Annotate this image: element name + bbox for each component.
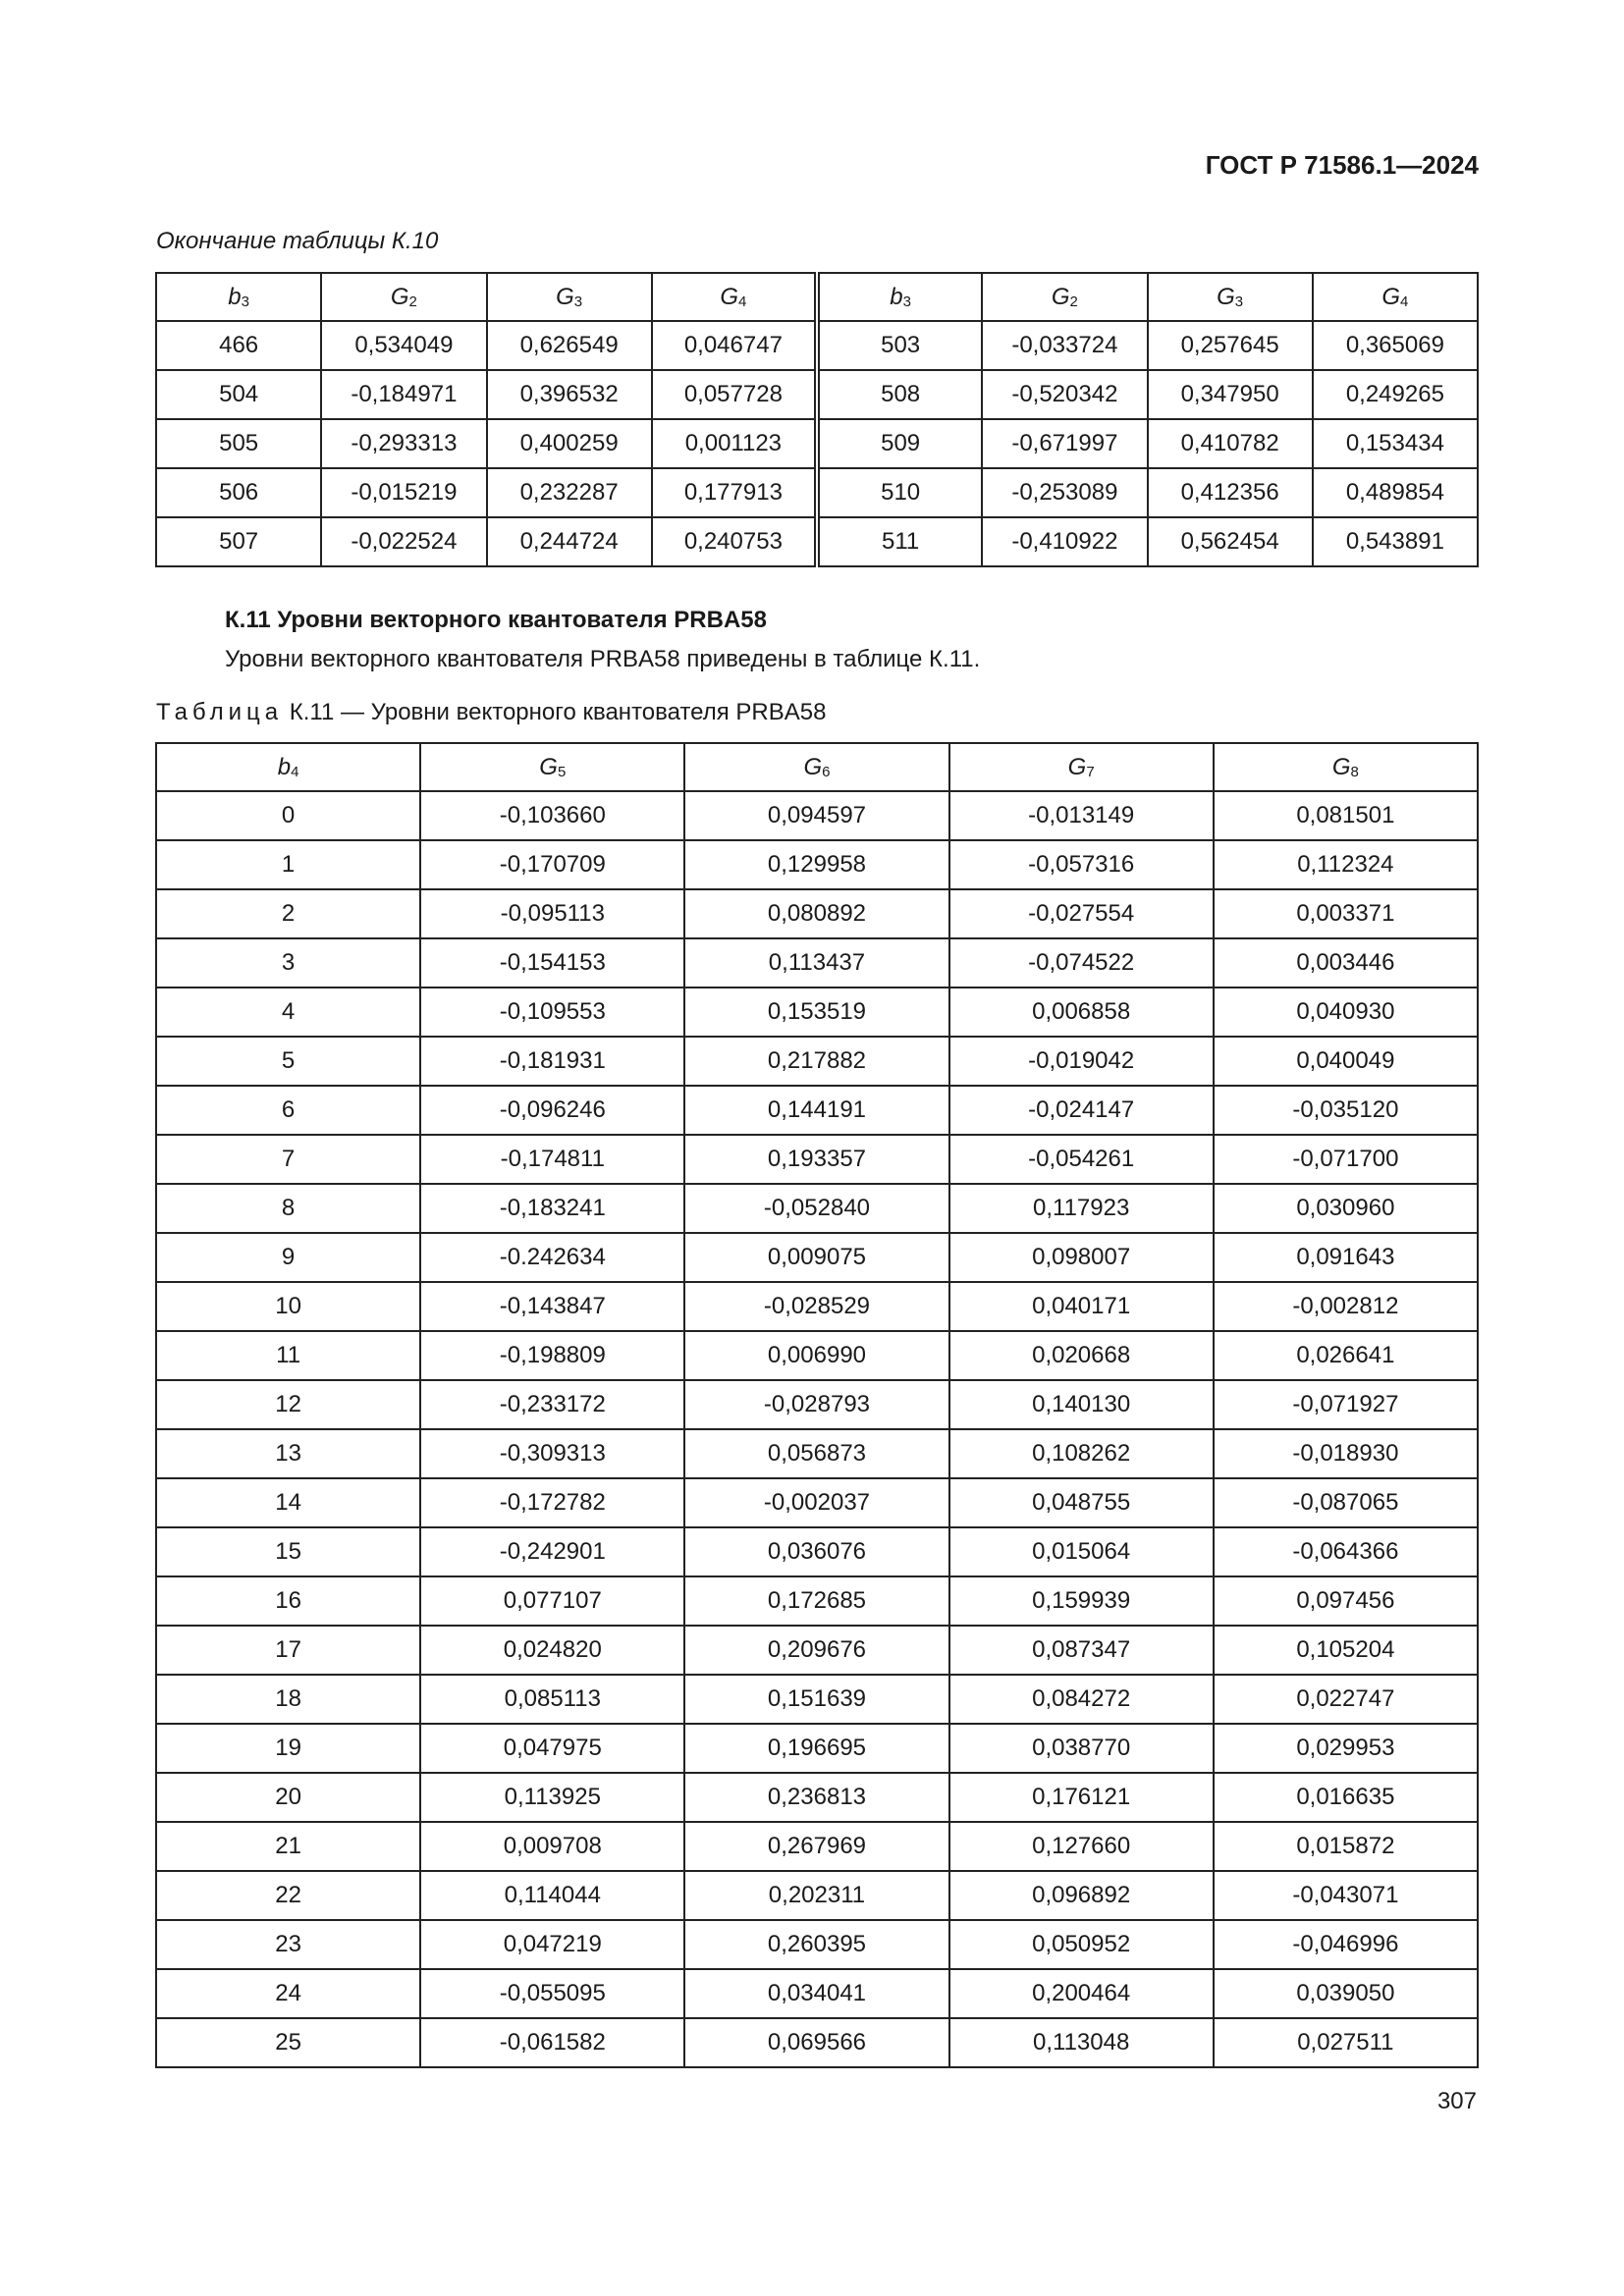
header-subscript: 3 (241, 293, 249, 310)
table-cell: 0,257645 (1148, 321, 1313, 370)
table-cell: 0,562454 (1148, 517, 1313, 566)
header-subscript: 2 (1069, 293, 1078, 310)
table-row (156, 840, 1478, 889)
table-cell: 0,410782 (1148, 419, 1313, 468)
header-symbol: G (1067, 753, 1087, 780)
table-cell: 0,015872 (1214, 1822, 1478, 1871)
table-cell: 19 (156, 1724, 420, 1773)
header-subscript: 4 (1400, 293, 1409, 310)
table-cell: 0,080892 (684, 889, 948, 938)
table-row (156, 468, 1478, 517)
table-cell: 508 (817, 370, 982, 419)
table-row (156, 1969, 1478, 2018)
table-cell: 0,196695 (684, 1724, 948, 1773)
table-cell: 24 (156, 1969, 420, 2018)
table-cell: -0,096246 (420, 1086, 684, 1135)
table-cell: 0,022747 (1214, 1675, 1478, 1724)
table-cell: 0,534049 (321, 321, 486, 370)
table-cell: -0,174811 (420, 1135, 684, 1184)
table-cell: 2 (156, 889, 420, 938)
table-cell: -0,309313 (420, 1429, 684, 1478)
table-cell: 0,034041 (684, 1969, 948, 2018)
table-cell: 0,006858 (949, 988, 1214, 1037)
table-row (156, 1135, 1478, 1184)
column-header (982, 273, 1147, 321)
table-cell: 0,036076 (684, 1527, 948, 1576)
table-cell: 0,113925 (420, 1773, 684, 1822)
table-cell: -0,052840 (684, 1184, 948, 1233)
table-row (156, 517, 1478, 566)
table-cell: 16 (156, 1576, 420, 1626)
table-row (156, 1086, 1478, 1135)
table-cell: 0,024820 (420, 1626, 684, 1675)
table-cell: 0 (156, 791, 420, 840)
header-symbol: b (890, 283, 903, 310)
table-cell: -0,520342 (982, 370, 1147, 419)
header-symbol: G (1331, 753, 1351, 780)
table-k11 (155, 742, 1479, 2068)
table-title-text: К.11 — Уровни векторного квантователя PRBA58 (289, 699, 827, 725)
header-subscript: 3 (902, 293, 911, 310)
table-cell: 0,151639 (684, 1675, 948, 1724)
header-symbol: G (556, 283, 574, 310)
table-cell: 0,027511 (1214, 2018, 1478, 2067)
table-cell: 0,396532 (487, 370, 652, 419)
header-subscript: 3 (1234, 293, 1244, 310)
table-row (156, 988, 1478, 1037)
table-cell: 0,347950 (1148, 370, 1313, 419)
table-cell: -0,071700 (1214, 1135, 1478, 1184)
table-cell: 0,030960 (1214, 1184, 1478, 1233)
table-title (156, 699, 826, 726)
table-cell: 12 (156, 1380, 420, 1429)
table-cell: 0,127660 (949, 1822, 1214, 1871)
table-cell: 0,026641 (1214, 1331, 1478, 1380)
table-k10 (155, 272, 1479, 567)
table-cell: 0,249265 (1313, 370, 1478, 419)
table-cell: 0,209676 (684, 1626, 948, 1675)
column-header (156, 743, 420, 791)
table-cell: 0,056873 (684, 1429, 948, 1478)
table-cell: -0,055095 (420, 1969, 684, 2018)
table-cell: 7 (156, 1135, 420, 1184)
table-row (156, 889, 1478, 938)
table-cell: 0,543891 (1313, 517, 1478, 566)
table-cell: -0,064366 (1214, 1527, 1478, 1576)
table-cell: -0,071927 (1214, 1380, 1478, 1429)
table-cell: -0,293313 (321, 419, 486, 468)
table-cell: -0,046996 (1214, 1920, 1478, 1969)
table-cell: -0,019042 (949, 1037, 1214, 1086)
header-subscript: 8 (1350, 763, 1359, 780)
table-cell: 0,113437 (684, 938, 948, 988)
table-cell: 505 (156, 419, 321, 468)
column-header (949, 743, 1214, 791)
table-row (156, 1576, 1478, 1626)
table-cell: 0,084272 (949, 1675, 1214, 1724)
table-cell: 0,003371 (1214, 889, 1478, 938)
column-header (156, 273, 321, 321)
table-row (156, 791, 1478, 840)
table-cell: 0,114044 (420, 1871, 684, 1920)
table-cell: 0,040049 (1214, 1037, 1478, 1086)
table-cell: 0,177913 (652, 468, 817, 517)
table-cell: -0,154153 (420, 938, 684, 988)
table-cell: 0,144191 (684, 1086, 948, 1135)
column-header (684, 743, 948, 791)
table-cell: 0,038770 (949, 1724, 1214, 1773)
table-cell: 0,193357 (684, 1135, 948, 1184)
table-row (156, 321, 1478, 370)
table-cell: -0,095113 (420, 889, 684, 938)
table-cell: 0,113048 (949, 2018, 1214, 2067)
column-header (1313, 273, 1478, 321)
table-cell: 0,047975 (420, 1724, 684, 1773)
section-text: Уровни векторного квантователя PRBA58 приведены в таблице К.11. (225, 646, 981, 672)
table-row (156, 1184, 1478, 1233)
table-cell: -0,183241 (420, 1184, 684, 1233)
table-row (156, 2018, 1478, 2067)
column-header (652, 273, 817, 321)
table-cell: -0,410922 (982, 517, 1147, 566)
table-cell: -0,198809 (420, 1331, 684, 1380)
table-cell: 510 (817, 468, 982, 517)
page-number: 307 (1436, 2088, 1477, 2114)
table-cell: 504 (156, 370, 321, 419)
table-cell: 6 (156, 1086, 420, 1135)
table-cell: 0,040171 (949, 1282, 1214, 1331)
table-cell: 0,105204 (1214, 1626, 1478, 1675)
table-row (156, 1233, 1478, 1282)
table-cell: 0,489854 (1313, 468, 1478, 517)
header-symbol: b (277, 753, 292, 780)
table-row (156, 1527, 1478, 1576)
table-continuation-caption: Окончание таблицы К.10 (156, 228, 439, 254)
table-cell: 0,140130 (949, 1380, 1214, 1429)
table-cell: 18 (156, 1675, 420, 1724)
table-cell: -0,170709 (420, 840, 684, 889)
table-row (156, 1478, 1478, 1527)
table-cell: 0,091643 (1214, 1233, 1478, 1282)
table-row (156, 1037, 1478, 1086)
table-cell: 5 (156, 1037, 420, 1086)
table-cell: 0,009708 (420, 1822, 684, 1871)
table-cell: -0,035120 (1214, 1086, 1478, 1135)
table-cell: -0,109553 (420, 988, 684, 1037)
header-subscript: 7 (1086, 763, 1095, 780)
table-cell: 23 (156, 1920, 420, 1969)
table-cell: 22 (156, 1871, 420, 1920)
table-cell: 466 (156, 321, 321, 370)
header-symbol: G (1381, 283, 1401, 310)
table-cell: 0,096892 (949, 1871, 1214, 1920)
table-label: Таблица (156, 699, 284, 725)
table-cell: 1 (156, 840, 420, 889)
header-symbol: G (1051, 283, 1070, 310)
table-cell: 0,267969 (684, 1822, 948, 1871)
header-subscript: 4 (291, 763, 299, 780)
header-symbol: G (390, 283, 409, 310)
table-cell: 11 (156, 1331, 420, 1380)
table-cell: 0,129958 (684, 840, 948, 889)
table-cell: 14 (156, 1478, 420, 1527)
table-row (156, 1331, 1478, 1380)
table-cell: 0,001123 (652, 419, 817, 468)
table-cell: -0,181931 (420, 1037, 684, 1086)
table-cell: 0,236813 (684, 1773, 948, 1822)
table-cell: 0,108262 (949, 1429, 1214, 1478)
table-cell: 0,244724 (487, 517, 652, 566)
table-cell: 0,016635 (1214, 1773, 1478, 1822)
table-cell: -0,024147 (949, 1086, 1214, 1135)
table-cell: 9 (156, 1233, 420, 1282)
table-cell: 0,232287 (487, 468, 652, 517)
column-header (420, 743, 684, 791)
table-cell: -0,087065 (1214, 1478, 1478, 1527)
table-row (156, 419, 1478, 468)
table-cell: 0,365069 (1313, 321, 1478, 370)
table-cell: -0,018930 (1214, 1429, 1478, 1478)
table-cell: 0,172685 (684, 1576, 948, 1626)
table-cell: 0,069566 (684, 2018, 948, 2067)
table-cell: 0,057728 (652, 370, 817, 419)
table-row (156, 1724, 1478, 1773)
column-header (1148, 273, 1313, 321)
table-row (156, 370, 1478, 419)
table-cell: 0,153519 (684, 988, 948, 1037)
table-cell: 0,040930 (1214, 988, 1478, 1037)
table-cell: -0,013149 (949, 791, 1214, 840)
table-cell: 0,117923 (949, 1184, 1214, 1233)
table-cell: 0,085113 (420, 1675, 684, 1724)
table-cell: 0,240753 (652, 517, 817, 566)
table-cell: -0,103660 (420, 791, 684, 840)
table-cell: 0,009075 (684, 1233, 948, 1282)
table-cell: -0,057316 (949, 840, 1214, 889)
table-cell: 0,626549 (487, 321, 652, 370)
table-row (156, 1871, 1478, 1920)
table-cell: 0,217882 (684, 1037, 948, 1086)
table-cell: -0,074522 (949, 938, 1214, 988)
table-cell: -0,002037 (684, 1478, 948, 1527)
table-cell: -0,015219 (321, 468, 486, 517)
table-cell: 0,039050 (1214, 1969, 1478, 2018)
table-cell: 0,260395 (684, 1920, 948, 1969)
table-cell: 0,412356 (1148, 468, 1313, 517)
table-cell: -0,143847 (420, 1282, 684, 1331)
table-cell: 0,400259 (487, 419, 652, 468)
table-cell: 0,081501 (1214, 791, 1478, 840)
table-cell: -0.242634 (420, 1233, 684, 1282)
table-cell: 0,097456 (1214, 1576, 1478, 1626)
table-cell: 0,202311 (684, 1871, 948, 1920)
table-row (156, 1429, 1478, 1478)
table-cell: 0,050952 (949, 1920, 1214, 1969)
table-cell: 0,176121 (949, 1773, 1214, 1822)
table-cell: -0,671997 (982, 419, 1147, 468)
table-cell: -0,033724 (982, 321, 1147, 370)
table-row (156, 1282, 1478, 1331)
table-row (156, 1920, 1478, 1969)
table-cell: -0,002812 (1214, 1282, 1478, 1331)
column-header (817, 273, 982, 321)
table-cell: 506 (156, 468, 321, 517)
header-symbol: G (1217, 283, 1235, 310)
table-cell: 8 (156, 1184, 420, 1233)
table-cell: 20 (156, 1773, 420, 1822)
table-cell: 17 (156, 1626, 420, 1675)
table-cell: -0,027554 (949, 889, 1214, 938)
table-row (156, 1626, 1478, 1675)
table-cell: -0,054261 (949, 1135, 1214, 1184)
table-row (156, 1380, 1478, 1429)
table-cell: 511 (817, 517, 982, 566)
column-header (321, 273, 486, 321)
table-cell: 509 (817, 419, 982, 468)
header-subscript: 5 (557, 763, 567, 780)
header-subscript: 4 (738, 293, 747, 310)
table-cell: 0,029953 (1214, 1724, 1478, 1773)
table-cell: -0,233172 (420, 1380, 684, 1429)
table-row (156, 938, 1478, 988)
table-cell: 0,003446 (1214, 938, 1478, 988)
header-symbol: G (720, 283, 739, 310)
header-subscript: 3 (573, 293, 583, 310)
header-symbol: G (539, 753, 558, 780)
table-cell: 507 (156, 517, 321, 566)
table-cell: -0,028529 (684, 1282, 948, 1331)
table-cell: 0,112324 (1214, 840, 1478, 889)
table-row (156, 1822, 1478, 1871)
column-header (487, 273, 652, 321)
table-cell: -0,172782 (420, 1478, 684, 1527)
table-cell: -0,022524 (321, 517, 486, 566)
table-cell: 0,087347 (949, 1626, 1214, 1675)
header-symbol: G (803, 753, 823, 780)
header-subscript: 2 (408, 293, 417, 310)
table-cell: -0,061582 (420, 2018, 684, 2067)
column-header (1214, 743, 1478, 791)
table-cell: -0,184971 (321, 370, 486, 419)
table-cell: 4 (156, 988, 420, 1037)
table-cell: 21 (156, 1822, 420, 1871)
table-cell: 0,015064 (949, 1527, 1214, 1576)
header-symbol: b (228, 283, 242, 310)
table-cell: -0,028793 (684, 1380, 948, 1429)
table-cell: 10 (156, 1282, 420, 1331)
table-cell: 3 (156, 938, 420, 988)
table-cell: 13 (156, 1429, 420, 1478)
table-cell: 0,098007 (949, 1233, 1214, 1282)
section-heading: К.11 Уровни векторного квантователя PRBA58 (225, 607, 767, 633)
document-header: ГОСТ Р 71586.1—2024 (1205, 150, 1479, 180)
table-cell: 0,153434 (1313, 419, 1478, 468)
table-row (156, 1773, 1478, 1822)
table-cell: 15 (156, 1527, 420, 1576)
table-cell: 0,046747 (652, 321, 817, 370)
table-cell: 0,094597 (684, 791, 948, 840)
table-row (156, 1675, 1478, 1724)
table-cell: 0,159939 (949, 1576, 1214, 1626)
table-cell: 0,006990 (684, 1331, 948, 1380)
table-cell: 25 (156, 2018, 420, 2067)
table-cell: 0,047219 (420, 1920, 684, 1969)
table-cell: 503 (817, 321, 982, 370)
table-cell: -0,242901 (420, 1527, 684, 1576)
table-cell: 0,020668 (949, 1331, 1214, 1380)
table-cell: 0,077107 (420, 1576, 684, 1626)
header-subscript: 6 (822, 763, 831, 780)
table-cell: -0,253089 (982, 468, 1147, 517)
table-cell: 0,200464 (949, 1969, 1214, 2018)
table-cell: 0,048755 (949, 1478, 1214, 1527)
table-cell: -0,043071 (1214, 1871, 1478, 1920)
